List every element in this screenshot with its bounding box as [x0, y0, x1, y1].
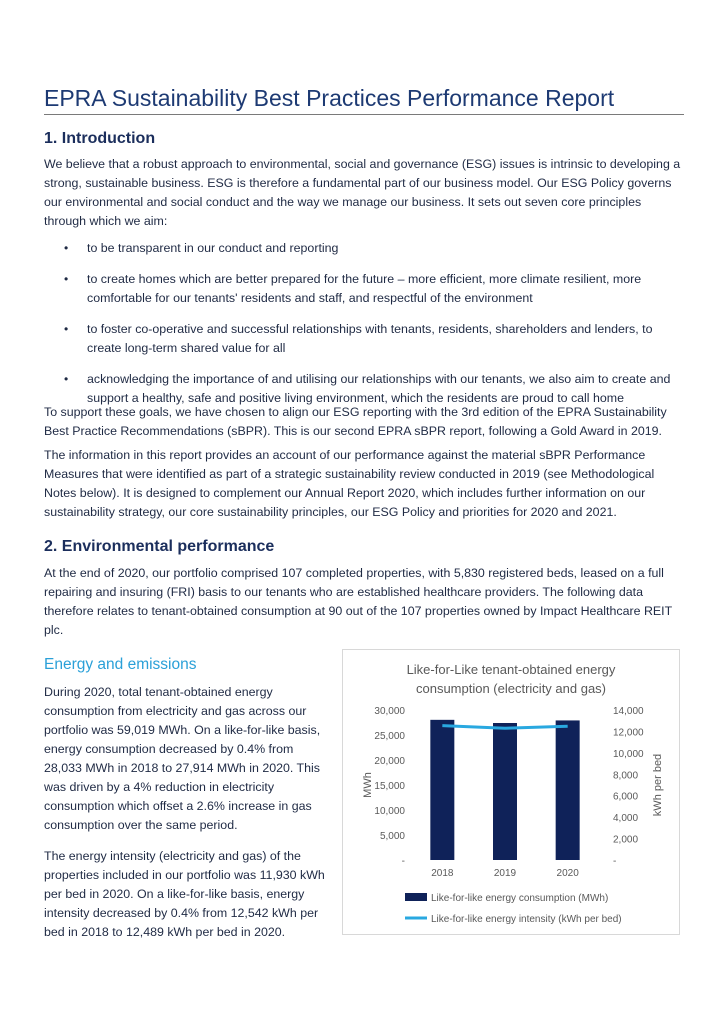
energy-intensity-paragraph: The energy intensity (electricity and gas) of the properties included in our portfolio was 11,930 kWh per bed in 2020. On a like-for-like basis, energy intensity decreased by 0.4% from 12,542 kWh per bed in 2018 to 12,489 kWh per bed in 2020. — [44, 849, 325, 939]
chart-title-line2: consumption (electricity and gas) — [415, 681, 607, 696]
x-tick-label: 2020 — [556, 868, 579, 879]
y-tick-label: 25,000 — [374, 731, 405, 742]
report-info-paragraph: The information in this report provides an account of our performance against the material sBPR Performance Measures that were identified as part of a strategic sustainability review conducted in 2019 (see Methodological Notes below). It is designed to complement our Annual Report 2020, which includes further information on our sustainability strategy, our core sustainability principles, our ESG Policy and priorities for 2020 and 2021. — [44, 448, 655, 519]
epra-alignment-paragraph: To support these goals, we have chosen to align our ESG reporting with the 3rd edition of the EPRA Sustainability Best Practice Recommendations (sBPR). This is our second EPRA sBPR report, following a Gold Award in 2019. — [44, 405, 667, 438]
energy-consumption-paragraph: During 2020, total tenant-obtained energy consumption from electricity and gas across our portfolio was 59,019 MWh. On a like-for-like basis, energy consumption decreased by 0.4% from 28,033 MWh in 2018 to 27,914 MWh in 2020. This was driven by a 4% reduction in electricity consumption which offset a 2.6% increase in gas consumption over the same period. — [44, 685, 321, 832]
y-axis-label: MWh — [362, 772, 374, 798]
section-heading-environmental: 2. Environmental performance — [44, 538, 275, 555]
x-tick-label: 2019 — [493, 868, 517, 879]
y-tick-label: 15,000 — [374, 781, 405, 792]
legend-label-consumption: Like-for-like energy consumption (MWh) — [431, 893, 609, 904]
energy-chart — [342, 649, 680, 935]
y-tick-label: 5,000 — [379, 831, 405, 842]
y2-tick-label: - — [613, 856, 617, 867]
list-item: • acknowledging the importance of and utilising our relationships with our tenants, we also aim to create and support a healthy, safe and positive living environment, which the residents are proud to call home — [60, 370, 684, 408]
list-item: • to create homes which are better prepared for the future – more efficient, more climate resilient, more comfortable for our tenants' residents and staff, and respectful of the environment — [60, 270, 684, 308]
y-tick-label: 10,000 — [374, 806, 405, 817]
y2-tick-label: 2,000 — [613, 834, 639, 846]
y-tick-label: - — [401, 856, 405, 867]
bar-consumption-2020 — [556, 720, 580, 860]
principles-list — [60, 239, 684, 420]
subheading-energy-emissions: Energy and emissions — [44, 656, 197, 673]
x-tick-label: 2018 — [431, 868, 454, 879]
portfolio-paragraph: At the end of 2020, our portfolio comprised 107 completed properties, with 5,830 registered beds, leased on a full repairing and insuring (FRI) basis to our tenants who are established healthcare providers. The following data therefore relates to tenant-obtained consumption at 90 out of the 107 properties owned by Impact Healthcare REIT plc. — [44, 566, 672, 637]
y2-tick-label: 12,000 — [613, 727, 644, 739]
y2-axis-label: kWh per bed — [652, 753, 664, 817]
section-heading-introduction: 1. Introduction — [44, 130, 156, 147]
energy-chart-svg — [343, 650, 679, 934]
page-title: EPRA Sustainability Best Practices Performance Report — [44, 84, 684, 115]
y-tick-label: 30,000 — [374, 706, 405, 717]
y2-tick-label: 4,000 — [613, 813, 639, 825]
list-item: • to be transparent in our conduct and reporting — [60, 239, 684, 258]
legend-swatch-consumption — [405, 893, 427, 901]
chart-title-line1: Like-for-Like tenant-obtained energy — [406, 662, 616, 677]
energy-text-column — [44, 683, 334, 954]
y-tick-label: 20,000 — [374, 756, 405, 767]
bar-consumption-2019 — [493, 723, 517, 860]
y2-tick-label: 6,000 — [613, 791, 639, 803]
bar-consumption-2018 — [430, 720, 454, 860]
legend-label-intensity: Like-for-like energy intensity (kWh per bed) — [431, 914, 622, 925]
list-item: • to foster co-operative and successful relationships with tenants, residents, shareholders and lenders, to create long-term shared value for all — [60, 320, 684, 358]
y2-tick-label: 14,000 — [613, 706, 644, 717]
intro-paragraph: We believe that a robust approach to environmental, social and governance (ESG) issues is intrinsic to developing a strong, sustainable business. ESG is therefore a fundamental part of our business model. Our ESG Policy governs our environmental and social conduct and the way we manage our business. It sets out seven core principles through which we aim: — [44, 157, 681, 228]
y2-tick-label: 10,000 — [613, 748, 644, 760]
y2-tick-label: 8,000 — [613, 770, 639, 782]
